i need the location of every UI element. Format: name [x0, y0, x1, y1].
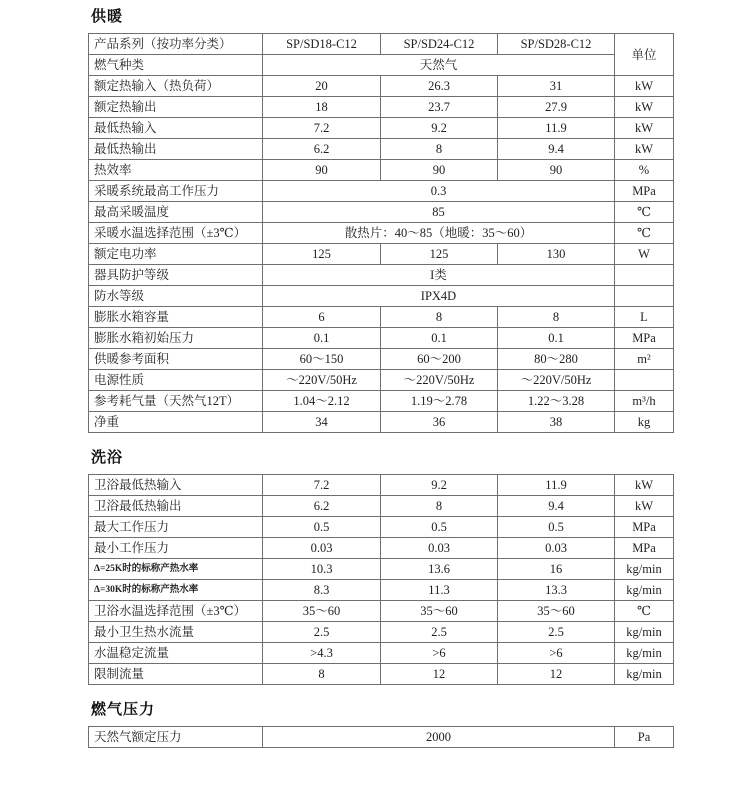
row-label-cell: 电源性质 [89, 370, 263, 391]
value-cell: 1.04～2.12 [263, 391, 381, 412]
row-label-cell: Δ=25K时的标称产热水率 [89, 559, 263, 580]
table-row [89, 328, 674, 349]
value-cell: >6 [381, 643, 498, 664]
value-cell: 34 [263, 412, 381, 433]
table-row [89, 664, 674, 685]
value-cell: 2000 [263, 727, 615, 748]
row-label-cell: 卫浴水温选择范围（±3℃） [89, 601, 263, 622]
value-cell: 36 [381, 412, 498, 433]
table-row [89, 370, 674, 391]
value-cell: 1.19～2.78 [381, 391, 498, 412]
table-row [89, 202, 674, 223]
table-row [89, 160, 674, 181]
value-cell: 16 [498, 559, 615, 580]
value-cell: 2.5 [263, 622, 381, 643]
row-label-cell: 热效率 [89, 160, 263, 181]
value-cell: 35～60 [498, 601, 615, 622]
row-label-cell: 膨胀水箱初始压力 [89, 328, 263, 349]
value-cell: 12 [498, 664, 615, 685]
unit-cell: kg/min [615, 664, 674, 685]
table-row [89, 391, 674, 412]
value-cell: 20 [263, 76, 381, 97]
section-title: 燃气压力 [91, 701, 156, 718]
unit-cell: MPa [615, 181, 674, 202]
unit-cell [615, 286, 674, 307]
unit-cell: kg [615, 412, 674, 433]
row-label-cell: 器具防护等级 [89, 265, 263, 286]
value-cell: 9.2 [381, 118, 498, 139]
value-cell: ～220V/50Hz [498, 370, 615, 391]
unit-cell: kW [615, 496, 674, 517]
value-cell: 23.7 [381, 97, 498, 118]
value-cell: 90 [381, 160, 498, 181]
row-label-cell: 天然气额定压力 [89, 727, 263, 748]
row-label-cell: 最高采暖温度 [89, 202, 263, 223]
spec-sheet [88, 0, 688, 748]
row-label-cell: 膨胀水箱容量 [89, 307, 263, 328]
table-row [89, 181, 674, 202]
value-cell: 2.5 [381, 622, 498, 643]
unit-cell: kg/min [615, 580, 674, 601]
value-cell: 60～200 [381, 349, 498, 370]
row-label-cell: 燃气种类 [89, 55, 263, 76]
value-cell: 12 [381, 664, 498, 685]
value-cell: 26.3 [381, 76, 498, 97]
value-cell: 7.2 [263, 118, 381, 139]
value-cell: SP/SD24-C12 [381, 34, 498, 55]
row-label-cell: 最小工作压力 [89, 538, 263, 559]
value-cell: 18 [263, 97, 381, 118]
value-cell: 8 [381, 139, 498, 160]
value-cell: ～220V/50Hz [263, 370, 381, 391]
row-label-cell: 产品系列（按功率分类） [89, 34, 263, 55]
row-label-cell: 最低热输入 [89, 118, 263, 139]
value-cell: 8 [263, 664, 381, 685]
row-label-cell: 参考耗气量（天然气12T） [89, 391, 263, 412]
value-cell: 90 [263, 160, 381, 181]
unit-cell: kW [615, 475, 674, 496]
table-row [89, 412, 674, 433]
unit-cell: kW [615, 97, 674, 118]
value-cell: 9.2 [381, 475, 498, 496]
value-cell: 0.03 [498, 538, 615, 559]
value-cell: 0.03 [381, 538, 498, 559]
row-label-cell: 水温稳定流量 [89, 643, 263, 664]
table-row [89, 643, 674, 664]
value-cell: 2.5 [498, 622, 615, 643]
row-label-cell: 防水等级 [89, 286, 263, 307]
spec-section [88, 448, 678, 685]
value-cell: 0.1 [381, 328, 498, 349]
value-cell: 8 [381, 496, 498, 517]
unit-cell: Pa [615, 727, 674, 748]
table-row [89, 580, 674, 601]
value-cell: I类 [263, 265, 615, 286]
row-label-cell: 额定热输入（热负荷） [89, 76, 263, 97]
table-row [89, 517, 674, 538]
value-cell: 9.4 [498, 139, 615, 160]
unit-cell: kW [615, 76, 674, 97]
value-cell: >6 [498, 643, 615, 664]
unit-cell: ℃ [615, 223, 674, 244]
row-label-cell: 最小卫生热水流量 [89, 622, 263, 643]
value-cell: 35～60 [263, 601, 381, 622]
value-cell: 0.5 [381, 517, 498, 538]
unit-cell: kg/min [615, 559, 674, 580]
value-cell: 6.2 [263, 496, 381, 517]
value-cell: 10.3 [263, 559, 381, 580]
table-row [89, 97, 674, 118]
section-title: 洗浴 [91, 449, 124, 466]
unit-cell [615, 265, 674, 286]
value-cell: 0.5 [498, 517, 615, 538]
value-cell: 13.3 [498, 580, 615, 601]
table-row [89, 538, 674, 559]
value-cell: 0.03 [263, 538, 381, 559]
value-cell: 125 [263, 244, 381, 265]
row-label-cell: 采暖水温选择范围（±3℃） [89, 223, 263, 244]
value-cell: 散热片：40～85（地暖：35～60） [263, 223, 615, 244]
row-label-cell: 最低热输出 [89, 139, 263, 160]
unit-cell: MPa [615, 538, 674, 559]
row-label-cell: 卫浴最低热输出 [89, 496, 263, 517]
table-row [89, 244, 674, 265]
value-cell: IPX4D [263, 286, 615, 307]
table-row [89, 307, 674, 328]
value-cell: SP/SD28-C12 [498, 34, 615, 55]
value-cell: 13.6 [381, 559, 498, 580]
value-cell: SP/SD18-C12 [263, 34, 381, 55]
table-row [89, 55, 674, 76]
unit-cell: kg/min [615, 622, 674, 643]
value-cell: 125 [381, 244, 498, 265]
row-label-cell: 限制流量 [89, 664, 263, 685]
unit-cell: MPa [615, 517, 674, 538]
table-row [89, 496, 674, 517]
table-row [89, 475, 674, 496]
value-cell: 8 [498, 307, 615, 328]
value-cell: 9.4 [498, 496, 615, 517]
value-cell: 6 [263, 307, 381, 328]
unit-cell: kW [615, 118, 674, 139]
table-row [89, 601, 674, 622]
unit-cell: L [615, 307, 674, 328]
value-cell: 80～280 [498, 349, 615, 370]
unit-cell: ℃ [615, 202, 674, 223]
table-row [89, 622, 674, 643]
row-label-cell: 卫浴最低热输入 [89, 475, 263, 496]
unit-cell: % [615, 160, 674, 181]
spec-section [88, 700, 678, 748]
row-label-cell: Δ=30K时的标称产热水率 [89, 580, 263, 601]
value-cell: 60～150 [263, 349, 381, 370]
value-cell: 0.5 [263, 517, 381, 538]
table-row [89, 286, 674, 307]
unit-cell: ℃ [615, 601, 674, 622]
value-cell: 6.2 [263, 139, 381, 160]
table-row [89, 349, 674, 370]
row-label-cell: 额定电功率 [89, 244, 263, 265]
table-row [89, 34, 674, 55]
table-row [89, 139, 674, 160]
table-row [89, 118, 674, 139]
value-cell: 11.3 [381, 580, 498, 601]
row-label-cell: 采暖系统最高工作压力 [89, 181, 263, 202]
section-title: 供暖 [91, 8, 124, 25]
unit-cell: MPa [615, 328, 674, 349]
spec-table [88, 33, 674, 433]
row-label-cell: 最大工作压力 [89, 517, 263, 538]
unit-header-cell: 单位 [615, 34, 674, 76]
table-row [89, 76, 674, 97]
spec-table [88, 474, 674, 685]
value-cell: 31 [498, 76, 615, 97]
value-cell: 11.9 [498, 118, 615, 139]
unit-cell: m³/h [615, 391, 674, 412]
table-row [89, 265, 674, 286]
table-row [89, 727, 674, 748]
value-cell: 11.9 [498, 475, 615, 496]
value-cell: 90 [498, 160, 615, 181]
unit-cell: m² [615, 349, 674, 370]
value-cell: 0.3 [263, 181, 615, 202]
value-cell: 0.1 [263, 328, 381, 349]
table-row [89, 223, 674, 244]
value-cell: 7.2 [263, 475, 381, 496]
unit-cell: kW [615, 139, 674, 160]
unit-cell: W [615, 244, 674, 265]
table-row [89, 559, 674, 580]
value-cell: 8.3 [263, 580, 381, 601]
unit-cell: 天然气 [263, 55, 615, 76]
row-label-cell: 净重 [89, 412, 263, 433]
value-cell: 0.1 [498, 328, 615, 349]
unit-cell: kg/min [615, 643, 674, 664]
value-cell: 85 [263, 202, 615, 223]
value-cell: 35～60 [381, 601, 498, 622]
value-cell: ～220V/50Hz [381, 370, 498, 391]
value-cell: 130 [498, 244, 615, 265]
unit-cell [615, 370, 674, 391]
row-label-cell: 供暖参考面积 [89, 349, 263, 370]
spec-table [88, 726, 674, 748]
value-cell: 1.22～3.28 [498, 391, 615, 412]
value-cell: 27.9 [498, 97, 615, 118]
row-label-cell: 额定热输出 [89, 97, 263, 118]
value-cell: >4.3 [263, 643, 381, 664]
spec-section [88, 7, 678, 433]
value-cell: 38 [498, 412, 615, 433]
value-cell: 8 [381, 307, 498, 328]
